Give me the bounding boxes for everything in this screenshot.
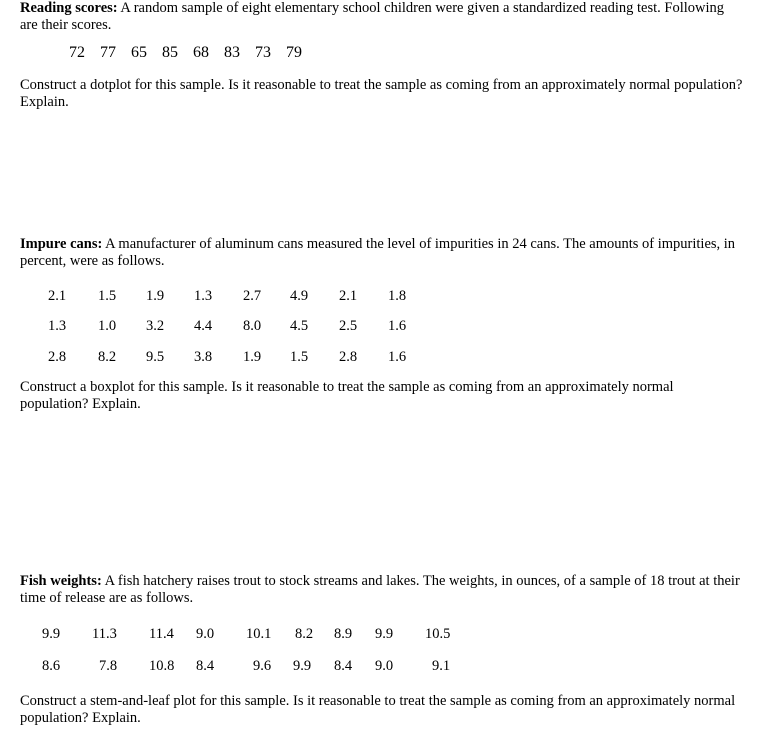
impure-cans-intro-text: A manufacturer of aluminum cans measured the level of impurities in 24 cans. The amounts of impurities, in percent, were as follows. (20, 236, 736, 269)
data-value: 9.1 (432, 658, 451, 674)
data-value: 3.2 (146, 318, 165, 334)
data-value: 1.9 (243, 349, 262, 365)
data-value: 2.8 (339, 349, 358, 365)
data-value: 8.6 (42, 658, 61, 674)
data-value: 2.5 (339, 318, 358, 334)
data-value: 9.9 (42, 626, 61, 642)
data-value: 10.1 (246, 626, 272, 642)
reading-scores-intro-text: A random sample of eight elementary school children were given a standardized reading test. Following are their scores. (20, 0, 725, 33)
data-value: 10.8 (149, 658, 175, 674)
data-value: 79 (286, 44, 302, 61)
data-value: 1.6 (388, 318, 407, 334)
data-value: 1.6 (388, 349, 407, 365)
data-value: 11.3 (92, 626, 117, 642)
data-value: 8.2 (295, 626, 314, 642)
data-value: 1.9 (146, 288, 165, 304)
data-value: 2.1 (48, 288, 67, 304)
fish-weights-intro (20, 573, 745, 607)
data-value: 8.9 (334, 626, 353, 642)
impure-cans-intro (20, 236, 745, 270)
data-value: 77 (100, 44, 116, 61)
data-value: 9.9 (293, 658, 312, 674)
data-value: 83 (224, 44, 240, 61)
data-value: 9.0 (196, 626, 215, 642)
data-value: 2.1 (339, 288, 358, 304)
data-value: 4.9 (290, 288, 309, 304)
data-value: 1.3 (194, 288, 213, 304)
reading-scores-question: Construct a dotplot for this sample. Is it reasonable to treat the sample as coming from an approximately normal population? Explain. (20, 77, 743, 110)
data-value: 11.4 (149, 626, 174, 642)
reading-scores-title: Reading scores: (20, 0, 118, 16)
data-value: 73 (255, 44, 271, 61)
data-value: 4.4 (194, 318, 213, 334)
data-value: 8.0 (243, 318, 262, 334)
data-value: 10.5 (425, 626, 451, 642)
data-value: 9.0 (375, 658, 394, 674)
data-value: 9.6 (253, 658, 272, 674)
data-value: 9.9 (375, 626, 394, 642)
data-value: 1.3 (48, 318, 67, 334)
data-value: 7.8 (99, 658, 118, 674)
data-value: 4.5 (290, 318, 309, 334)
data-value: 1.5 (290, 349, 309, 365)
data-value: 1.5 (98, 288, 117, 304)
data-value: 68 (193, 44, 209, 61)
data-value: 2.7 (243, 288, 262, 304)
impure-cans-question: Construct a boxplot for this sample. Is it reasonable to treat the sample as coming from an approximately normal population? Explain. (20, 379, 674, 412)
data-value: 8.2 (98, 349, 117, 365)
data-value: 8.4 (196, 658, 215, 674)
fish-weights-title: Fish weights: (20, 573, 102, 589)
data-value: 8.4 (334, 658, 353, 674)
data-value: 72 (69, 44, 85, 61)
data-value: 3.8 (194, 349, 213, 365)
data-value: 85 (162, 44, 178, 61)
data-value: 9.5 (146, 349, 165, 365)
fish-weights-intro-text: A fish hatchery raises trout to stock streams and lakes. The weights, in ounces, of a sample of 18 trout at their time of release are as follows. (20, 573, 740, 606)
data-value: 65 (131, 44, 147, 61)
data-value: 1.8 (388, 288, 407, 304)
data-value: 2.8 (48, 349, 67, 365)
reading-scores-intro (20, 0, 745, 34)
fish-weights-question: Construct a stem-and-leaf plot for this sample. Is it reasonable to treat the sample as coming from an approximately normal population? Explain. (20, 693, 736, 726)
impure-cans-title: Impure cans: (20, 236, 103, 252)
data-value: 1.0 (98, 318, 117, 334)
